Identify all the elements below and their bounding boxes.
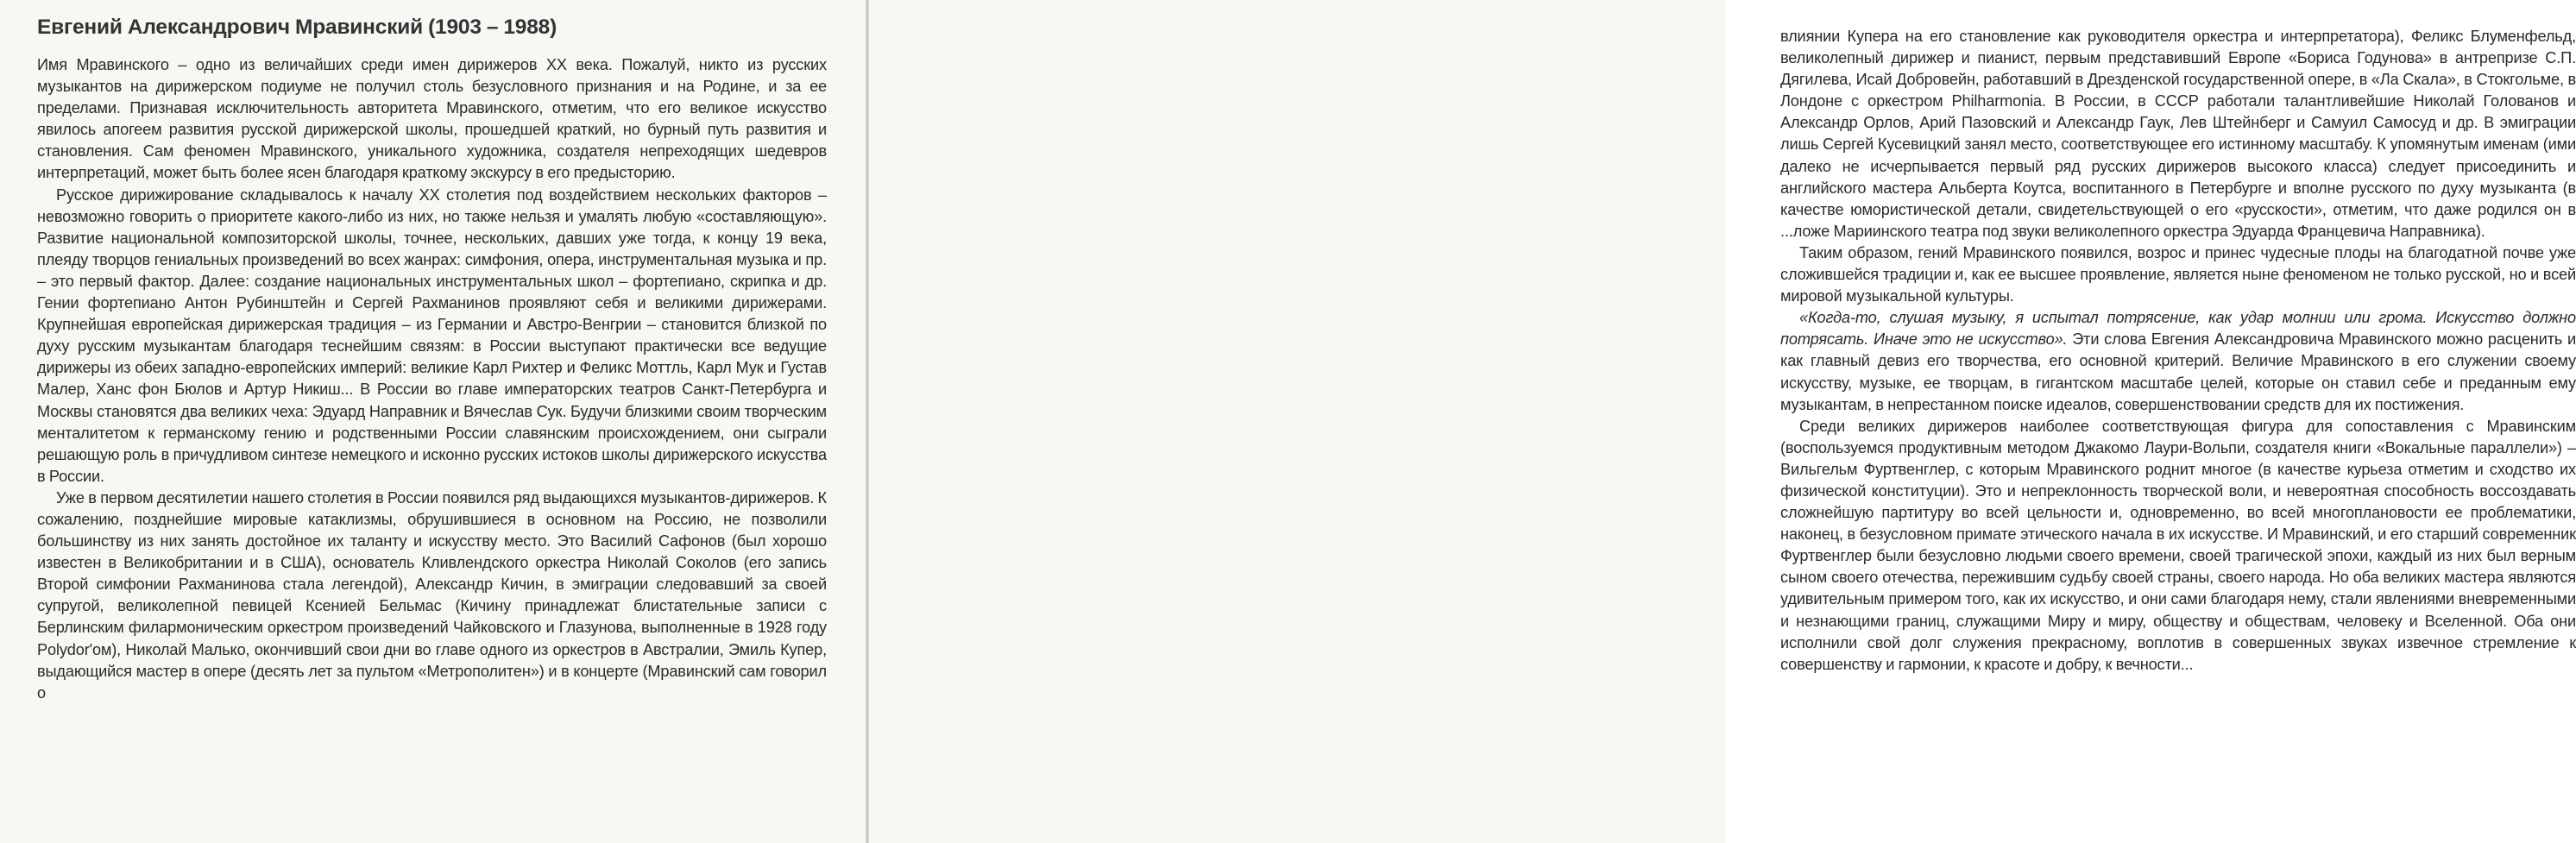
- paragraph-genius: Таким образом, гений Мравинского появился, возрос и принес чудесные плоды на благодатной почве уже сложившейся традиции и, как ее высшее проявление, является ныне феноменом не только русской, но и всей мировой музыкальной культуры.: [1780, 243, 2576, 305]
- mravinsky-quote: «Когда-то, слушая музыку, я испытал потрясение, как удар молнии или грома. Искусство должно потрясать. Иначе это не искусство».: [1780, 309, 2576, 349]
- paragraph-russian-conducting: Русское дирижирование складывалось к началу XX столетия под воздействием нескольких факторов – невозможно говорить о приоритете какого-либо из них, но также нельзя и умалять любую «составляющую». Развитие национальной композиторской школы, точнее, нескольких, давших уже тогда, к концу 19 века, плеяду творцов гениальных произведений во всех жанрах: симфония, опера, инструментальная музыка и пр. – это первый фактор. Далее: создание национальных инструментальных школ – фортепиано, скрипка и др. Гении фортепиано Антон Рубинштейн и Сергей Рахманинов проявляют себя и великими дирижерами. Крупнейшая европейская дирижерская традиция – из Германии и Австро-Венгрии – становится близкой по духу русским музыкантам благодаря теснейшим связям: в России выступают практически все ведущие дирижеры из обеих западно-европейских империй: великие Карл Рихтер и Феликс Моттль, Карл Мук и Густав Малер, Ханс фон Бюлов и Артур Никиш... В России во главе императорских театров Санкт-Петербурга и Москвы становятся два великих чеха: Эдуард Направник и Вячеслав Сук. Будучи близкими своим творческим менталитетом к германскому гению и родственными России славянским происхождением, они сыграли решающую роль в причудливом синтезе немецкого и исконно русских истоков школы дирижерского искусства в России.: [37, 186, 827, 485]
- left-page: [0, 0, 866, 843]
- paragraph-intro: Имя Мравинского – одно из величайших среди имен дирижеров XX века. Пожалуй, никто из русских музыкантов на дирижерском подиуме не получил столь безусловного признания и на Родине, и за ее пределами. Признавая исключительность авторитета Мравинского, отметим, что его великое искусство явилось апогеем развития русской дирижерской школы, прошедшей краткий, но бурный путь развития и становления. Сам феномен Мравинского, уникального художника, создателя непреходящих шедевров интерпретаций, может быть более ясен благодаря краткому экскурсу в его предысторию.: [37, 56, 827, 182]
- right-page: [869, 0, 2576, 843]
- left-page-text: [37, 13, 827, 704]
- quote-commentary: Эти слова Евгения Александровича Мравинского можно расценить и как главный девиз его творчества, его основной критерий. Величие Мравинского в его служении своему искусству, музыке, ее творцам, в гигантском масштабе целей, которые он ставил себе и преданным ему музыкантам, в непрестанном поиске идеалов, совершенствовании средств для их постижения.: [1780, 330, 2576, 413]
- paragraph-first-decade: Уже в первом десятилетии нашего столетия в России появился ряд выдающихся музыкантов-дирижеров. К сожалению, позднейшие мировые катаклизмы, обрушившиеся в основном на Россию, не позволили большинству из них занять достойное их таланту и искусству место. Это Василий Сафонов (был хорошо известен в Великобритании и в США), основатель Кливлендского оркестра Николай Соколов (его запись Второй симфонии Рахманинова стала легендой), Александр Кичин, в эмиграции следовавший за своей супругой, великолепной певицей Ксенией Бельмас (Кичину принадлежат блистательные записи с Берлинским филармоническим оркестром произведений Чайковского и Глазунова, выполненные в 1928 году Polydor'ом), Николай Малько, окончивший свои дни во главе одного из оркестров в Австралии, Эмиль Купер, выдающийся мастер в опере (десять лет за пультом «Метрополитен») и в концерте (Мравинский сам говорил о: [37, 488, 827, 701]
- paragraph-continuation: влиянии Купера на его становление как руководителя оркестра и интерпретатора), Феликс Блуменфельд, великолепный дирижер и пианист, первым представивший Европе «Бориса Годунова» в антрепризе С.П. Дягилева, Исай Добровейн, работавший в Дрезденской государственной опере, в «Ла Скала», в Стокгольме, в Лондоне с оркестром Philharmonia. В России, в СССР работали талантливейшие Николай Голованов и Александр Орлов, Арий Пазовский и Александр Гаук, Лев Штейнберг и Самуил Самосуд и др. В эмиграции лишь Сергей Кусевицкий занял место, соответствующее его истинному масштабу. К упомянутым именам (ими далеко не исчерпывается первый ряд русских дирижеров высокого класса) следует присоединить и английского мастера Альберта Коутса, воспитанного в Петербурге и вполне русского по духу музыканта (в качестве юмористической детали, свидетельствующей о его «русскости», отметим, что даже родился он в ...ложе Мариинского театра под звуки великолепного оркестра Эдуарда Францевича Направника).: [1780, 28, 2576, 240]
- right-page-text: [1780, 26, 2576, 676]
- paragraph-quote: [1780, 307, 2576, 415]
- paragraph-furtwangler: Среди великих дирижеров наиболее соответствующая фигура для сопоставления с Мравинским (воспользуемся продуктивным методом Джакомо Лаури-Вольпи, создателя книги «Вокальные параллели») – Вильгельм Фуртвенглер, с которым Мравинского роднит многое (в качестве курьеза отметим и сходство их физической конституции). Это и непреклонность творческой воли, и невероятная способность воссоздавать сложнейшую партитуру во всей цельности и, одновременно, во всей многоплановости ее проблематики, наконец, в безусловном примате этического начала в их искусстве. И Мравинский, и его старший современник Фуртвенглер были безусловно людьми своего времени, своей трагической эпохи, каждый из них был верным сыном своего отечества, пережившим судьбу своей страны, своего народа. Но оба великих мастера являются удивительным примером того, как их искусство, и они сами благодаря нему, стали явлениями вневременными и незнающими границ, служащими Миру и миру, обществу и обществам, человеку и Вселенной. Оба они исполнили свой долг служения прекрасному, воплотив в совершенных звуках извечное стремление к совершенству и гармонии, к красоте и добру, к вечности...: [1780, 417, 2576, 673]
- article-title: Евгений Александрович Мравинский (1903 – 1988): [37, 16, 557, 39]
